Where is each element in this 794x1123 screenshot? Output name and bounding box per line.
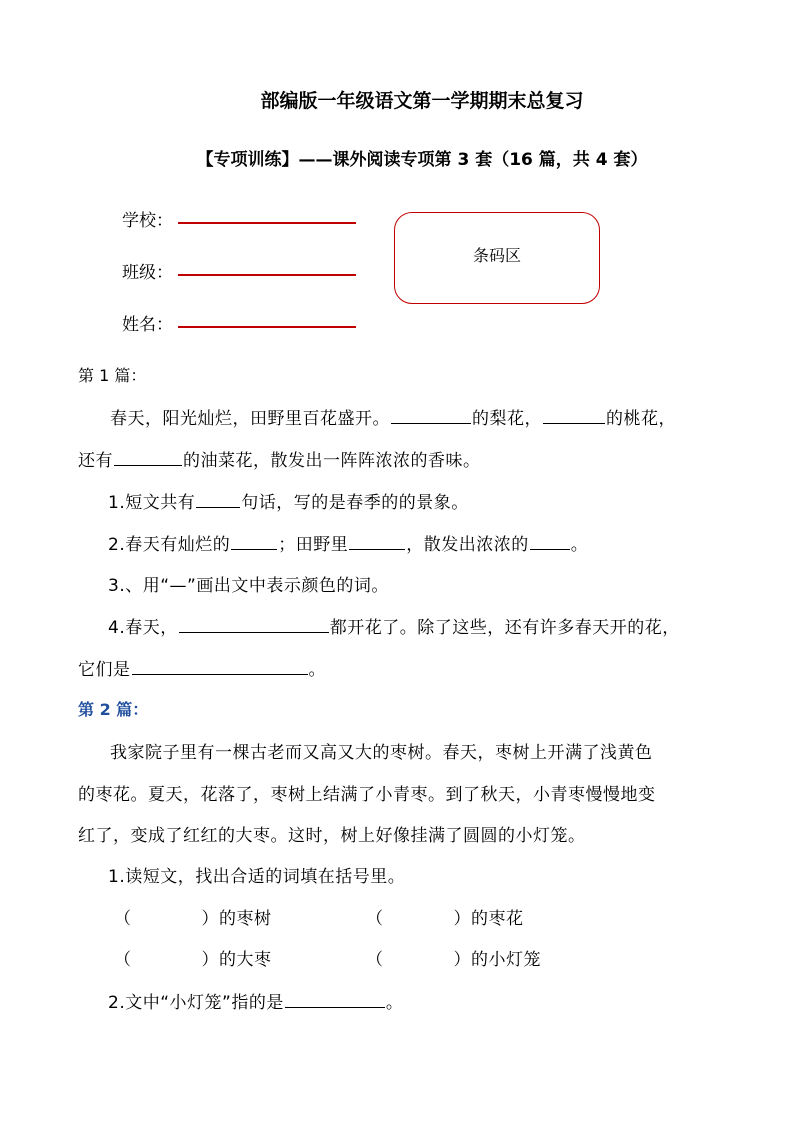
passage1-text: 的桃花， (606, 409, 676, 429)
class-field[interactable] (178, 274, 356, 276)
barcode-area (394, 212, 600, 304)
question-text: 2.文中“小灯笼”指的是 (108, 993, 284, 1013)
answer-blank[interactable] (349, 532, 405, 550)
question-text: ，散发出浓浓的 (406, 535, 529, 555)
class-label: 班级： (122, 263, 173, 283)
passage1-question3: 3.、用“—”画出文中表示颜色的词。 (108, 576, 389, 596)
page-subtitle: 【专项训练】——课外阅读专项第 3 套（16 篇，共 4 套） (196, 150, 648, 170)
question-text: 。 (570, 535, 589, 555)
fill-item[interactable]: （ ）的大枣 (114, 950, 272, 970)
passage2-line2: 的枣花。夏天，花落了，枣树上结满了小青枣。到了秋天，小青枣慢慢地变 (78, 785, 656, 805)
question-text: 都开花了。除了这些，还有许多春天开的花， (329, 618, 680, 638)
passage1-text: 还有 (78, 451, 113, 471)
answer-blank[interactable] (285, 990, 385, 1008)
school-label: 学校： (122, 211, 173, 231)
question-text: 句话，写的是春季的的景象。 (241, 493, 469, 513)
passage1-question4-cont (78, 655, 326, 680)
answer-blank[interactable] (114, 448, 182, 466)
fill-item[interactable]: （ ）的小灯笼 (366, 950, 541, 970)
passage2-line3: 红了，变成了红红的大枣。这时，树上好像挂满了圆圆的小灯笼。 (78, 826, 586, 846)
answer-blank[interactable] (543, 406, 605, 424)
answer-blank[interactable] (179, 615, 329, 633)
answer-blank[interactable] (391, 406, 471, 424)
fill-item[interactable]: （ ）的枣花 (366, 909, 524, 929)
fill-item[interactable]: （ ）的枣树 (114, 909, 272, 929)
name-label: 姓名： (122, 315, 173, 335)
answer-blank[interactable] (231, 532, 277, 550)
question-text: ；田野里 (278, 535, 349, 555)
passage1-text: 的油菜花，散发出一阵阵浓浓的香味。 (183, 451, 481, 471)
question-text: 它们是 (78, 660, 131, 680)
answer-blank[interactable] (196, 490, 240, 508)
passage2-line1: 我家院子里有一棵古老而又高又大的枣树。春天，枣树上开满了浅黄色 (110, 743, 653, 763)
passage2-question1: 1.读短文，找出合适的词填在括号里。 (108, 867, 406, 887)
passage2-question2 (108, 988, 403, 1013)
name-field[interactable] (178, 326, 356, 328)
question-text: 4.春天， (108, 618, 178, 638)
question-text: 1.短文共有 (108, 493, 196, 513)
page-title: 部编版一年级语文第一学期期末总复习 (260, 90, 584, 112)
question-text: 2.春天有灿烂的 (108, 535, 231, 555)
passage1-line2 (78, 446, 481, 471)
passage1-text: 的梨花， (472, 409, 542, 429)
passage1-text: 春天，阳光灿烂，田野里百花盛开。 (110, 409, 390, 429)
passage1-question2 (108, 530, 588, 555)
passage1-line1 (110, 404, 676, 429)
passage1-heading: 第 1 篇： (78, 366, 147, 385)
barcode-label: 条码区 (472, 246, 521, 265)
question-text: 。 (308, 660, 326, 680)
answer-blank[interactable] (530, 532, 570, 550)
school-field[interactable] (178, 222, 356, 224)
passage1-question1 (108, 488, 469, 513)
question-text: 。 (385, 993, 404, 1013)
answer-blank[interactable] (132, 657, 308, 675)
passage1-question4 (108, 613, 680, 638)
passage2-heading: 第 2 篇： (78, 700, 149, 719)
